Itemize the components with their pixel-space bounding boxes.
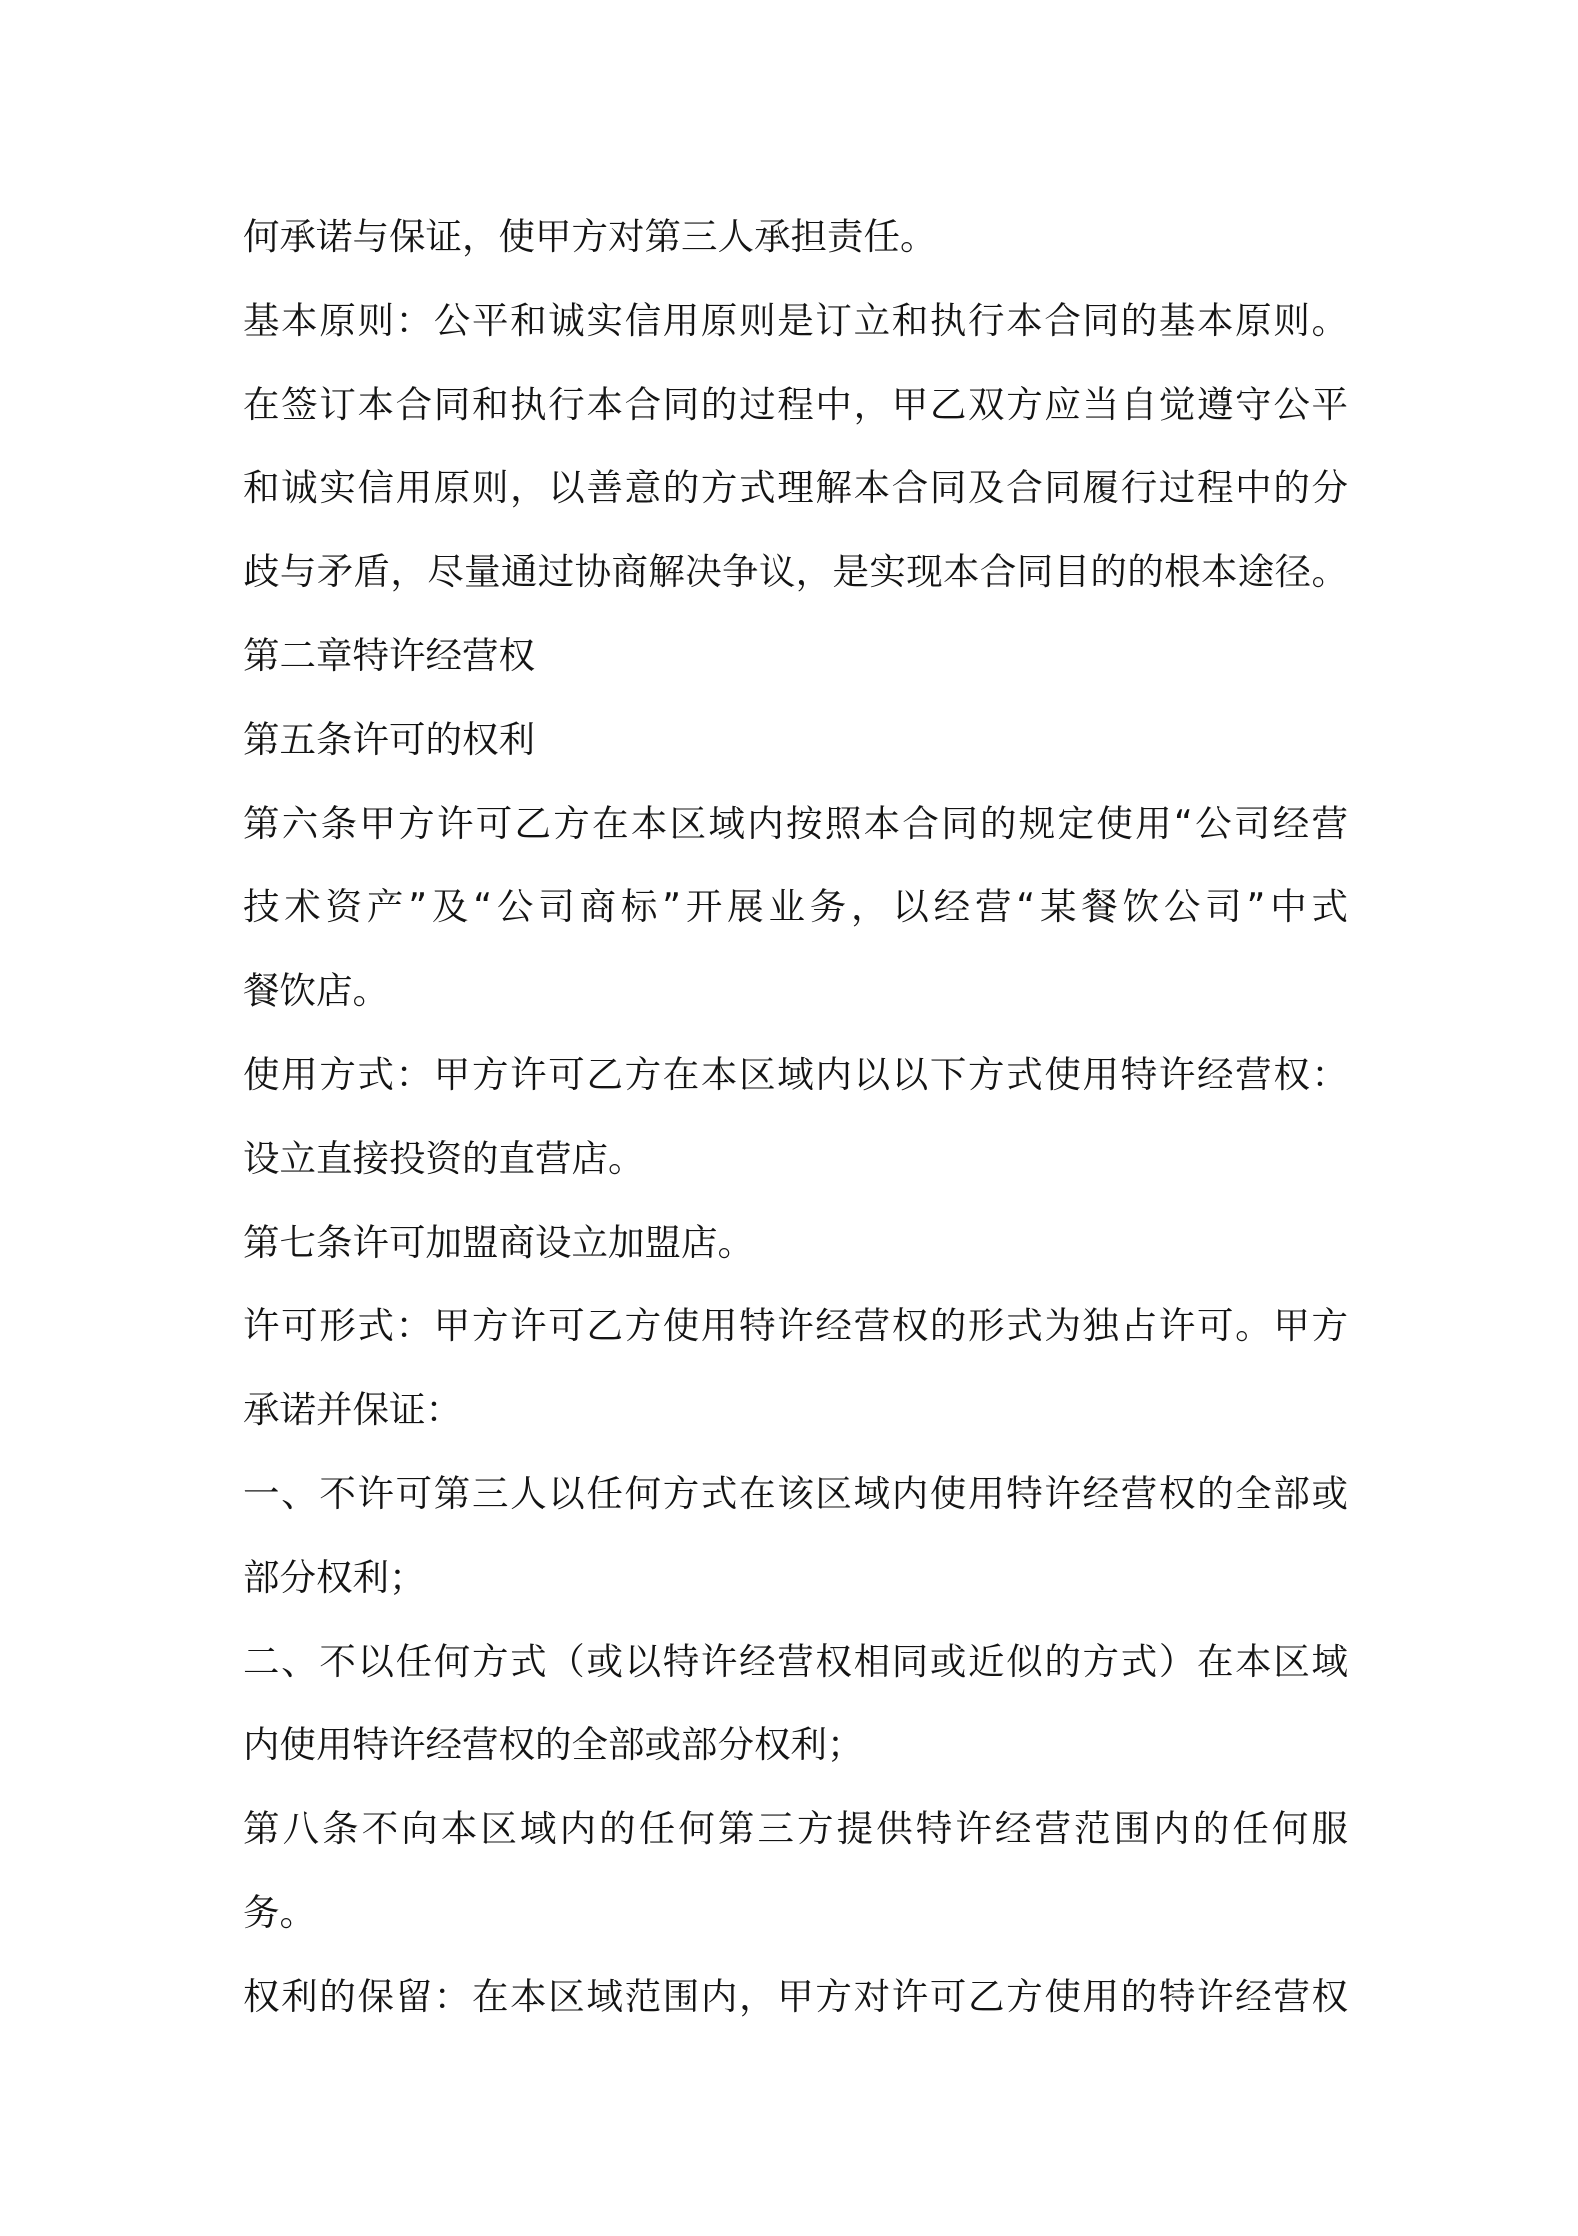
text-line-11: 使用方式：甲方许可乙方在本区域内以以下方式使用特许经营权：: [243, 1052, 1348, 1096]
text-line-3: 在签订本合同和执行本合同的过程中，甲乙双方应当自觉遵守公平: [243, 382, 1348, 426]
text-line-17: 部分权利；: [243, 1555, 426, 1599]
text-line-9: 技术资产”及“公司商标”开展业务，以经营“某餐饮公司”中式: [243, 885, 1348, 929]
text-line-13: 第七条许可加盟商设立加盟店。: [243, 1220, 754, 1264]
text-line-8: 第六条甲方许可乙方在本区域内按照本合同的规定使用“公司经营: [243, 801, 1348, 845]
chapter-heading: 第二章特许经营权: [243, 633, 535, 677]
text-line-1: 何承诺与保证，使甲方对第三人承担责任。: [243, 215, 937, 258]
text-line-18: 二、不以任何方式（或以特许经营权相同或近似的方式）在本区域: [243, 1639, 1348, 1683]
article-heading: 第五条许可的权利: [243, 717, 535, 761]
text-line-19: 内使用特许经营权的全部或部分权利；: [243, 1723, 864, 1767]
text-line-2: 基本原则：公平和诚实信用原则是订立和执行本合同的基本原则。: [243, 298, 1348, 342]
text-line-20: 第八条不向本区域内的任何第三方提供特许经营范围内的任何服: [243, 1807, 1348, 1851]
text-line-15: 承诺并保证：: [243, 1388, 462, 1432]
text-line-21: 务。: [243, 1890, 316, 1934]
text-line-4: 和诚实信用原则，以善意的方式理解本合同及合同履行过程中的分: [243, 466, 1348, 510]
text-line-10: 餐饮店。: [243, 969, 389, 1013]
text-line-12: 设立直接投资的直营店。: [243, 1136, 645, 1180]
text-line-14: 许可形式：甲方许可乙方使用特许经营权的形式为独占许可。甲方: [243, 1304, 1348, 1348]
document-body: [243, 195, 1348, 2039]
text-line-22: 权利的保留：在本区域范围内，甲方对许可乙方使用的特许经营权: [243, 1974, 1348, 2018]
text-line-5: 歧与矛盾，尽量通过协商解决争议，是实现本合同目的的根本途径。: [243, 550, 1348, 594]
text-line-16: 一、不许可第三人以任何方式在该区域内使用特许经营权的全部或: [243, 1471, 1348, 1515]
